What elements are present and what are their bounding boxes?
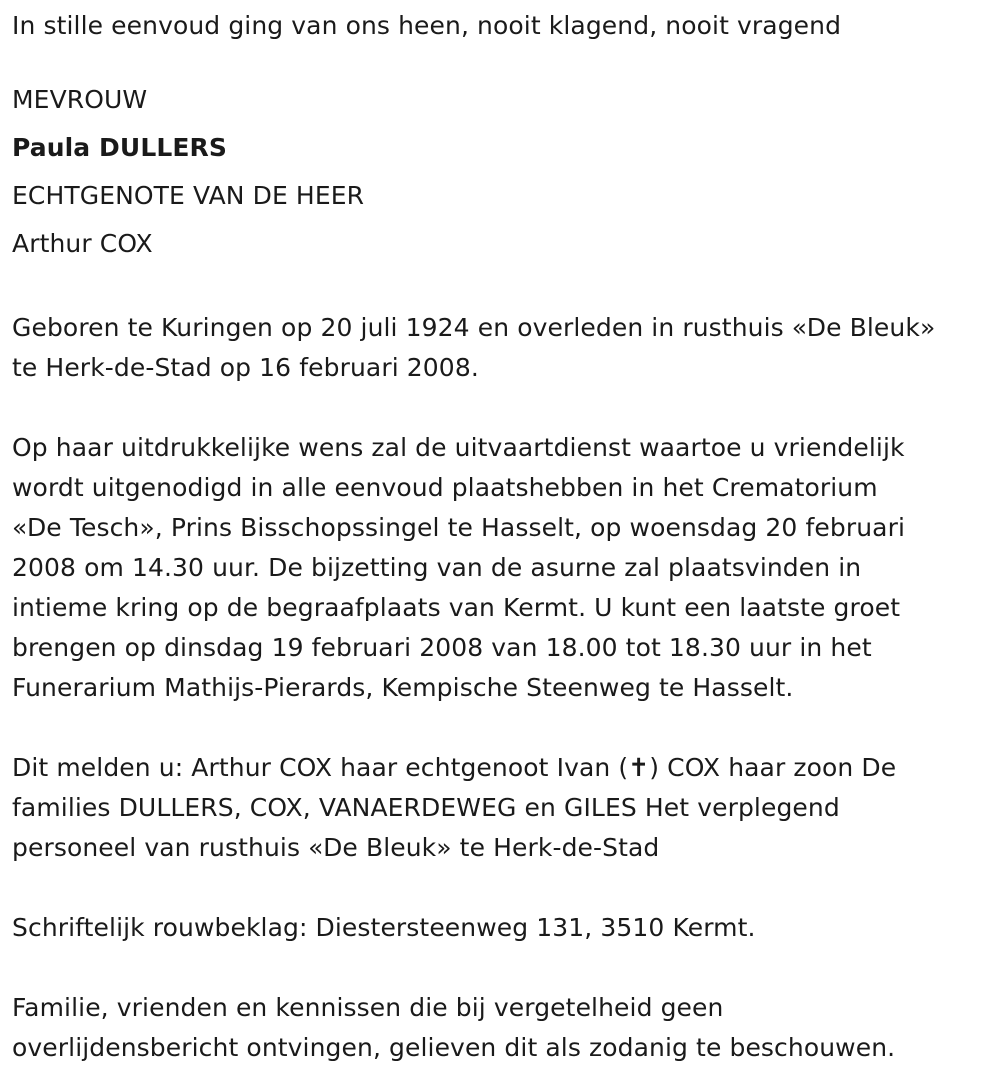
birth-death-paragraph [12, 308, 988, 388]
birth-death-line: Geboren te Kuringen op 20 juli 1924 en overleden in rusthuis «De Bleuk» [12, 313, 936, 342]
announcers-line: families DULLERS, COX, VANAERDEWEG en GILES Het verplegend [12, 793, 840, 822]
birth-death-line: te Herk-de-Stad op 16 februari 2008. [12, 353, 479, 382]
intro-text: In stille eenvoud ging van ons heen, nooit klagend, nooit vragend [12, 11, 842, 40]
deceased-header [12, 76, 988, 268]
service-line: 2008 om 14.30 uur. De bijzetting van de asurne zal plaatsvinden in [12, 553, 862, 582]
announcers-line: Dit melden u: Arthur COX haar echtgenoot Ivan (✝) COX haar zoon De [12, 753, 897, 782]
service-line: Op haar uitdrukkelijke wens zal de uitvaartdienst waartoe u vriendelijk [12, 433, 905, 462]
title-text: MEVROUW [12, 85, 148, 114]
announcers-line: personeel van rusthuis «De Bleuk» te Herk-de-Stad [12, 833, 660, 862]
service-line: Funerarium Mathijs-Pierards, Kempische Steenweg te Hasselt. [12, 673, 794, 702]
service-line: intieme kring op de begraafplaats van Kermt. U kunt een laatste groet [12, 593, 901, 622]
spouse-name: Arthur COX [12, 229, 153, 258]
service-line: brengen op dinsdag 19 februari 2008 van 18.00 tot 18.30 uur in het [12, 633, 872, 662]
closing-line: overlijdensbericht ontvingen, gelieven dit als zodanig te beschouwen. [12, 1033, 896, 1062]
service-paragraph [12, 428, 988, 708]
deceased-name: Paula DULLERS [12, 133, 228, 162]
closing-paragraph [12, 988, 988, 1068]
closing-line: Familie, vrienden en kennissen die bij vergetelheid geen [12, 993, 724, 1022]
relation-text: ECHTGENOTE VAN DE HEER [12, 181, 365, 210]
announcers-paragraph [12, 748, 988, 868]
service-line: «De Tesch», Prins Bisschopssingel te Hasselt, op woensdag 20 februari [12, 513, 906, 542]
condolences-address: Schriftelijk rouwbeklag: Diestersteenweg 131, 3510 Kermt. [12, 913, 756, 942]
service-line: wordt uitgenodigd in alle eenvoud plaatshebben in het Crematorium [12, 473, 878, 502]
